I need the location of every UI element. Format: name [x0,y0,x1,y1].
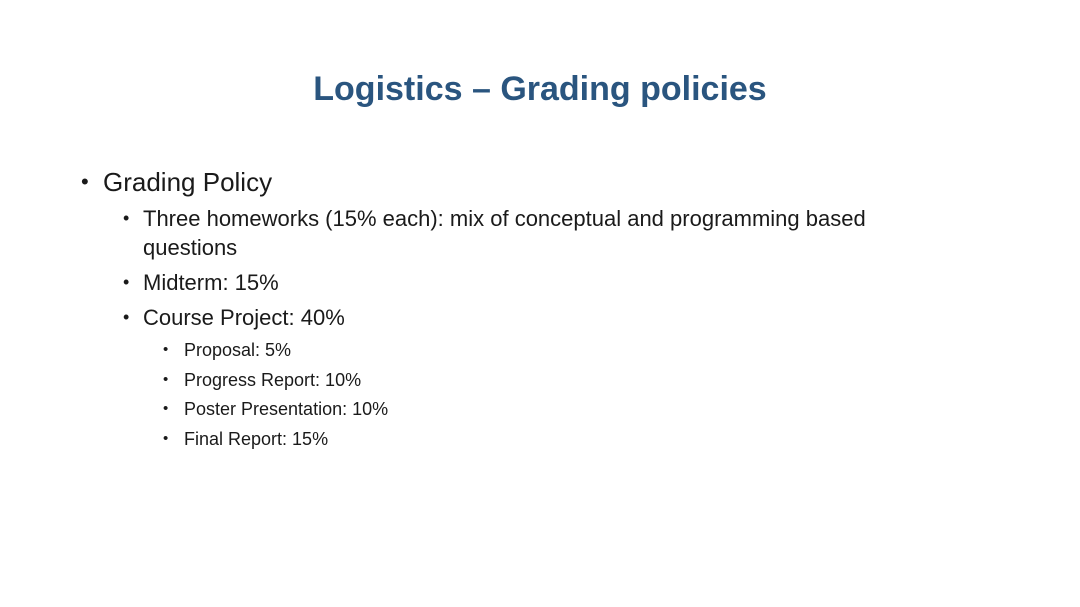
bullet-icon: • [81,169,89,194]
bullet-text: Final Report: 15% [184,429,329,449]
bullet-item-progress-report [163,368,362,392]
bullet-icon: • [163,371,169,388]
bullet-icon: • [163,430,169,447]
bullet-item-homeworks [123,204,963,262]
bullet-text: Proposal: 5% [184,340,292,360]
bullet-text: Course Project: 40% [143,305,345,330]
bullet-text: Three homeworks (15% each): mix of conceptual and programming based questions [143,206,866,260]
bullet-text: Progress Report: 10% [184,370,362,390]
bullet-text: Midterm: 15% [143,270,279,295]
bullet-item-course-project [123,303,345,332]
bullet-text: Grading Policy [103,167,273,197]
bullet-icon: • [123,307,130,327]
slide-title: Logistics – Grading policies [313,70,767,108]
bullet-item-proposal [163,338,292,362]
bullet-item-grading-policy [81,165,273,199]
bullet-item-midterm [123,268,279,297]
bullet-icon: • [123,208,130,228]
bullet-icon: • [123,272,130,292]
bullet-icon: • [163,341,169,358]
bullet-item-final-report [163,427,329,451]
bullet-text: Poster Presentation: 10% [184,399,389,419]
bullet-icon: • [163,400,169,417]
bullet-item-poster-presentation [163,397,389,421]
